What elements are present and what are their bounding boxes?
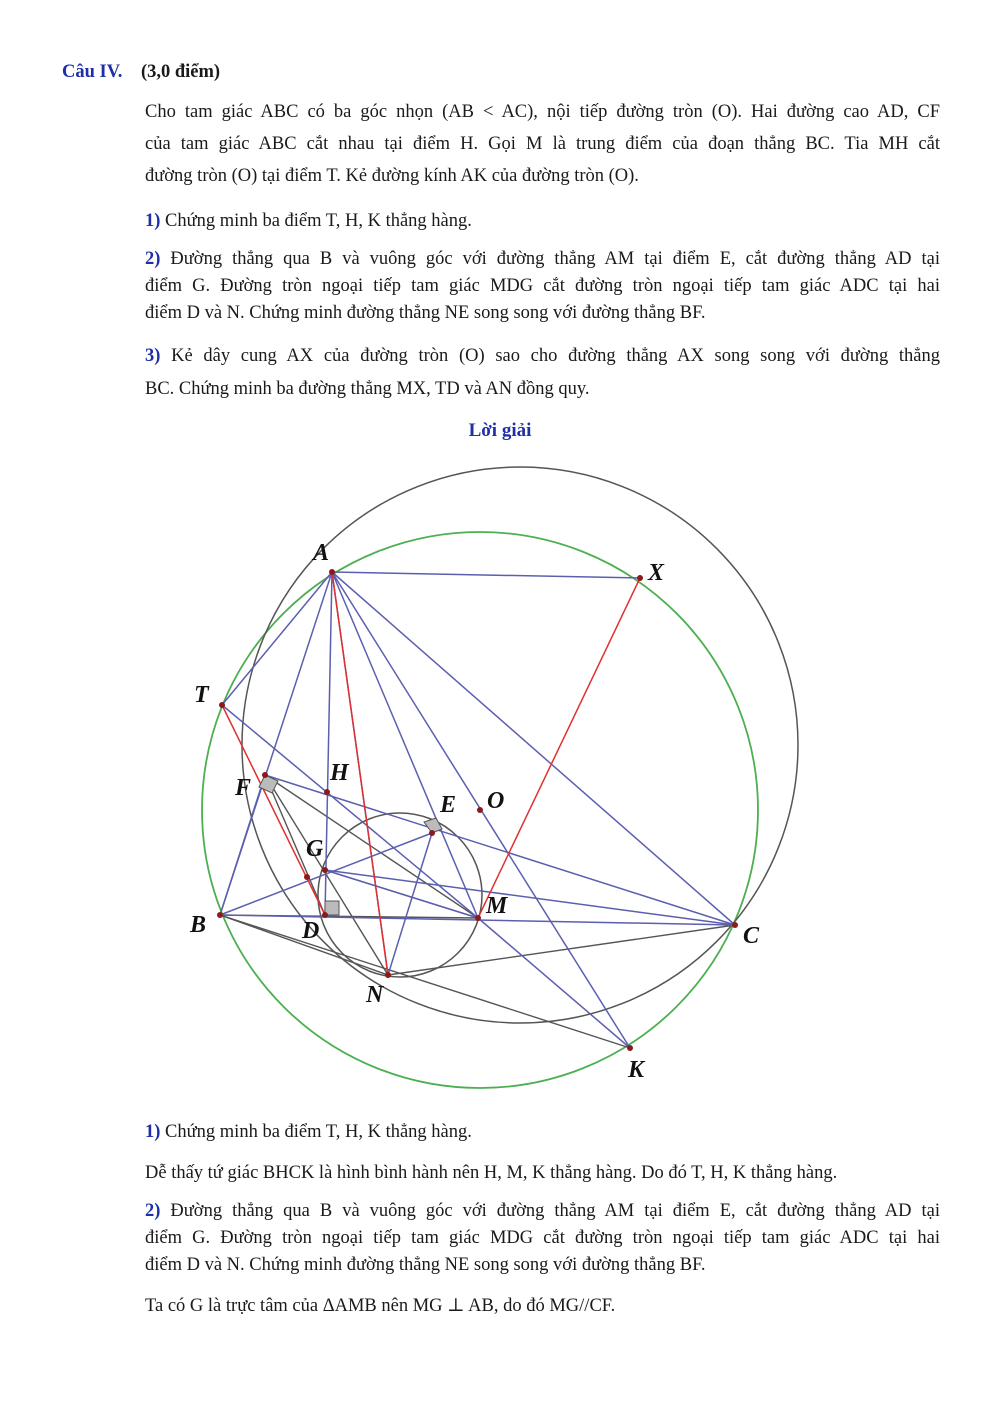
line-NC bbox=[388, 925, 735, 975]
point-C bbox=[732, 922, 738, 928]
point-M bbox=[475, 915, 481, 921]
s2-answer: Ta có G là trực tâm của ΔAMB nên MG ⊥ AB, do đó MG//CF. bbox=[145, 1296, 616, 1316]
s2-number: 2) bbox=[145, 1201, 161, 1221]
label-O: O bbox=[487, 788, 505, 814]
label-A: A bbox=[313, 540, 330, 566]
label-F: F bbox=[235, 775, 252, 801]
label-G: G bbox=[306, 836, 324, 862]
line-MX bbox=[478, 578, 640, 918]
q2-number: 2) bbox=[145, 249, 161, 269]
point-G bbox=[322, 867, 328, 873]
point-T bbox=[219, 702, 225, 708]
label-T: T bbox=[194, 682, 209, 708]
s2-line: Đường thẳng qua B và vuông góc với đường thẳng AM tại điểm E, cắt đường thẳng AD tại bbox=[170, 1201, 941, 1221]
s2-line: điểm G. Đường tròn ngoại tiếp tam giác MDG cắt đường tròn ngoại tiếp tam giác ADC tại hai bbox=[145, 1228, 940, 1248]
intro-line: Cho tam giác ABC có ba góc nhọn (AB < AC), nội tiếp đường tròn (O). Hai đường cao AD, CF bbox=[145, 102, 940, 122]
q2-line: Đường thẳng qua B và vuông góc với đường thẳng AM tại điểm E, cắt đường thẳng AD tại bbox=[170, 249, 941, 269]
point-E bbox=[429, 830, 435, 836]
s1-answer: Dễ thấy tứ giác BHCK là hình bình hành nên H, M, K thẳng hàng. Do đó T, H, K thẳng hàng. bbox=[145, 1163, 838, 1183]
line-MK bbox=[478, 918, 630, 1048]
geometry-figure bbox=[170, 460, 830, 1100]
label-C: C bbox=[743, 923, 760, 949]
intro-line: của tam giác ABC cắt nhau tại điểm H. Gọi M là trung điểm của đoạn thẳng BC. Tia MH cắt bbox=[145, 134, 940, 154]
q1-text: Chứng minh ba điểm T, H, K thẳng hàng. bbox=[165, 211, 472, 231]
solution-title: Lời giải bbox=[468, 420, 532, 441]
label-X: X bbox=[648, 560, 665, 586]
s2-line: điểm D và N. Chứng minh đường thẳng NE song song với đường thẳng BF. bbox=[145, 1255, 706, 1275]
label-D: D bbox=[302, 918, 320, 944]
question-label: Câu IV. bbox=[62, 62, 123, 82]
solution-1-answer bbox=[145, 1157, 940, 1189]
point-X bbox=[637, 575, 643, 581]
point-K bbox=[627, 1045, 633, 1051]
point-D bbox=[322, 912, 328, 918]
line-AX bbox=[332, 572, 640, 578]
question-1 bbox=[145, 205, 940, 237]
problem-intro bbox=[145, 96, 940, 192]
q2-line: điểm G. Đường tròn ngoại tiếp tam giác MDG cắt đường tròn ngoại tiếp tam giác ADC tại hai bbox=[145, 276, 940, 296]
label-K: K bbox=[628, 1057, 645, 1083]
s1-number: 1) bbox=[145, 1122, 161, 1142]
q3-number: 3) bbox=[145, 346, 161, 366]
point-N bbox=[385, 972, 391, 978]
line-AM bbox=[332, 572, 478, 918]
q3-line: BC. Chứng minh ba đường thẳng MX, TD và AN đồng quy. bbox=[145, 379, 590, 399]
point-A bbox=[329, 569, 335, 575]
solution-1-heading bbox=[145, 1116, 940, 1148]
question-3 bbox=[145, 340, 940, 406]
q1-number: 1) bbox=[145, 211, 161, 231]
label-M: M bbox=[486, 893, 508, 919]
point-aux bbox=[304, 874, 310, 880]
label-H: H bbox=[330, 760, 349, 786]
line-AT bbox=[222, 572, 332, 705]
solution-2-answer bbox=[145, 1290, 940, 1322]
line-TD bbox=[222, 705, 325, 915]
question-heading bbox=[62, 62, 220, 83]
intro-line: đường tròn (O) tại điểm T. Kẻ đường kính AK của đường tròn (O). bbox=[145, 166, 639, 186]
solution-2-heading bbox=[145, 1198, 940, 1279]
circle-MDG bbox=[318, 813, 482, 977]
point-O bbox=[477, 807, 483, 813]
line-NE bbox=[388, 833, 432, 975]
line-BK bbox=[220, 915, 630, 1048]
line-AD bbox=[325, 572, 332, 915]
q2-line: điểm D và N. Chứng minh đường thẳng NE song song với đường thẳng BF. bbox=[145, 303, 706, 323]
label-E: E bbox=[440, 792, 457, 818]
line-AC bbox=[332, 572, 735, 925]
question-points: (3,0 điểm) bbox=[140, 62, 221, 82]
s1-text: Chứng minh ba điểm T, H, K thẳng hàng. bbox=[165, 1122, 472, 1142]
label-B: B bbox=[190, 912, 207, 938]
question-2 bbox=[145, 246, 940, 327]
point-B bbox=[217, 912, 223, 918]
point-H bbox=[324, 789, 330, 795]
label-N: N bbox=[366, 982, 384, 1008]
point-F bbox=[262, 772, 268, 778]
q3-line: Kẻ dây cung AX của đường tròn (O) sao cho đường thẳng AX song song với đường thẳng bbox=[171, 346, 941, 366]
